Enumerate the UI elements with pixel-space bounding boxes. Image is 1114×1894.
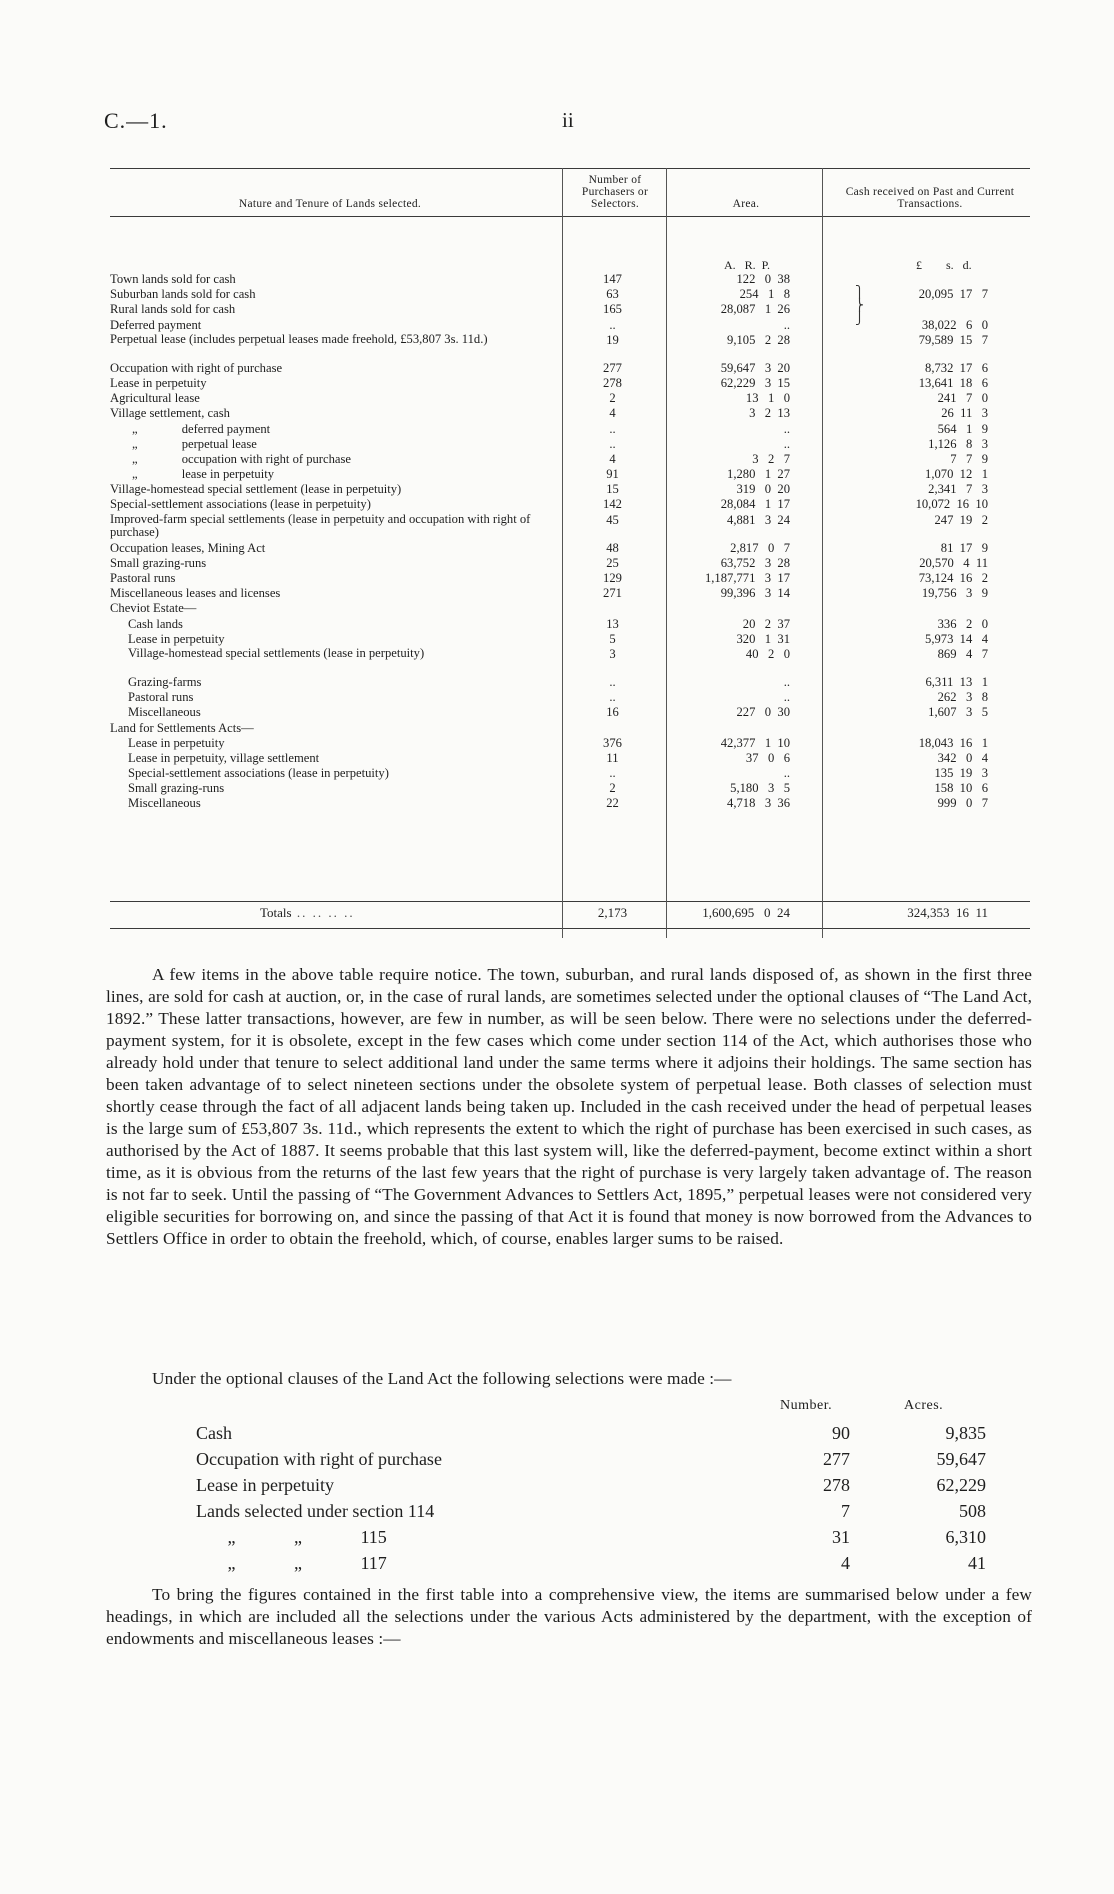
row-area: 4,881 3 24: [727, 512, 790, 527]
table-row: [110, 647, 1030, 675]
paragraph-optional-intro: Under the optional clauses of the Land Act the following selections were made :—: [152, 1369, 732, 1388]
table-row: [110, 467, 1030, 482]
table-row: [110, 513, 1030, 541]
table-row: [110, 318, 1030, 333]
row-nature: „ deferred payment: [110, 421, 271, 436]
row-cash: 73,124 16 2: [918, 571, 988, 585]
optional-number: 4: [841, 1553, 850, 1573]
row-nature: Deferred payment: [110, 317, 202, 332]
row-nature: Lease in perpetuity: [110, 375, 207, 390]
row-nature: Land for Settlements Acts—: [110, 720, 254, 735]
table-row: [110, 452, 1030, 467]
row-area: ..: [783, 674, 790, 689]
row-cash: 13,641 18 6: [918, 375, 988, 390]
row-nature: Village-homestead special settlements (lease in perpetuity): [128, 646, 425, 660]
row-nature: Cheviot Estate—: [110, 601, 197, 616]
optional-label: „ „ 117: [196, 1553, 387, 1573]
row-area: 319 0 20: [736, 482, 790, 497]
optional-number: 7: [841, 1501, 850, 1521]
row-number: ..: [609, 674, 616, 689]
row-number: 129: [603, 571, 622, 585]
row-cash: 1,126 8 3: [928, 436, 988, 451]
row-number: 4: [609, 451, 616, 466]
optional-label: Lands selected under section 114: [196, 1501, 435, 1521]
row-area: 122 0 38: [736, 272, 790, 286]
table-row: [110, 571, 1030, 586]
optional-number: 277: [823, 1449, 850, 1469]
row-cash: 5,973 14 4: [925, 631, 988, 646]
table-row: [110, 617, 1030, 632]
row-area: ..: [783, 421, 790, 436]
row-cash: 38,022 6 0: [921, 317, 988, 332]
optional-header-number: Number.: [780, 1398, 833, 1413]
table-row: [110, 632, 1030, 647]
row-cash: 1,607 3 5: [928, 705, 988, 720]
row-cash: 19,756 3 9: [921, 586, 988, 601]
row-number: 25: [606, 555, 619, 570]
page-number: ii: [562, 108, 574, 132]
area-units: A. R. P.: [724, 258, 771, 272]
header-nature: Nature and Tenure of Lands selected.: [238, 198, 422, 210]
row-nature: Special-settlement associations (lease in perpetuity): [128, 766, 389, 781]
row-number: 13: [606, 616, 619, 631]
row-cash: 1,070 12 1: [925, 467, 988, 482]
row-nature: Grazing-farms: [128, 674, 202, 689]
optional-label: Occupation with right of purchase: [196, 1449, 442, 1469]
row-nature: Miscellaneous leases and licenses: [110, 586, 281, 601]
optional-row: [196, 1498, 996, 1524]
row-area: 9,105 2 28: [727, 332, 790, 347]
table-row: [110, 391, 1030, 406]
table-bottom-rule: [110, 928, 1030, 929]
row-number: 15: [606, 482, 619, 497]
optional-label: Cash: [196, 1423, 232, 1443]
optional-label: Lease in perpetuity: [196, 1475, 334, 1495]
row-number: 142: [603, 497, 622, 512]
optional-acres: 59,647: [936, 1449, 986, 1469]
row-nature: Lease in perpetuity: [128, 735, 225, 750]
optional-row: [196, 1420, 996, 1446]
row-nature: Small grazing-runs: [110, 555, 207, 570]
header-area: Area.: [732, 198, 760, 210]
table-row: [110, 721, 1030, 736]
row-nature: Suburban lands sold for cash: [110, 287, 256, 302]
row-cash: 247 19 2: [934, 512, 988, 527]
table-row: [110, 376, 1030, 391]
row-cash: 2,341 7 3: [928, 482, 988, 497]
table-row: [110, 302, 1030, 317]
paragraph-notice: A few items in the above table require notice. The town, suburban, and rural lands disposed of, as shown in the first three lines, are sold for cash at auction, or, in the case of rural lands, are sometimes selected under the optional clauses of “The Land Act, 1892.” These latter transactions, however, are few in number, as will be seen below. There were no selections under the deferred-payment system, for it is obsolete, except in the few cases which come under section 114 of the Act, which authorises those who already hold under that tenure to select additional land under the same terms where it adjoins their holdings. The same section has been taken advantage of to select nineteen sections under the obsolete system of perpetual lease. Both classes of selection must shortly cease through the fact of all adjacent lands being taken up. Included in the cash received under the head of perpetual leases is the large sum of £53,807 3s. 11d., which represents the extent to which the right of purchase has been exercised in such cases, as authorised by the Act of 1887. It seems probable that this last system will, like the deferred-payment, become extinct within a short time, as it is obvious from the returns of the last few years that the right of purchase is very largely taken advantage of. The reason is not far to seek. Until the passing of “The Government Advances to Settlers Act, 1895,” perpetual leases were not considered very eligible securities for borrowing on, and since the passing of that Act it is found that money is now borrowed from the Advances to Settlers Office in order to obtain the freehold, which, of course, enables larger sums to be raised.: [106, 965, 1032, 1248]
row-area: 42,377 1 10: [720, 735, 790, 750]
row-area: ..: [783, 436, 790, 451]
table-row: [110, 497, 1030, 512]
row-area: 254 1 8: [739, 287, 790, 302]
table-totals-rule: [110, 901, 1030, 902]
optional-label: „ „ 115: [196, 1527, 387, 1547]
bracket-mark: ⎫ ⎬ ⎭: [855, 285, 864, 325]
row-cash: 342 0 4: [937, 750, 988, 765]
row-number: ..: [609, 421, 616, 436]
row-cash: 6,311 13 1: [925, 674, 988, 689]
header-number: Number of Purchasers or Selectors.: [581, 174, 649, 210]
table-row: [110, 437, 1030, 452]
row-number: 277: [603, 360, 622, 375]
row-cash: 18,043 16 1: [918, 735, 988, 750]
row-cash: 10,072 16 10: [915, 497, 988, 512]
header-cash: Cash received on Past and Current Transactions.: [845, 186, 1015, 210]
row-area: 63,752 3 28: [720, 555, 790, 570]
table-row: [110, 705, 1030, 720]
row-area: ..: [783, 317, 790, 332]
row-nature: Miscellaneous: [128, 796, 201, 811]
row-nature: Occupation with right of purchase: [110, 360, 283, 375]
row-cash: 135 19 3: [934, 766, 988, 781]
row-number: 3: [609, 646, 616, 661]
totals-row: [110, 904, 1030, 922]
row-area: 1,187,771 3 17: [704, 571, 790, 585]
row-cash: 564 1 9: [937, 421, 988, 436]
table-row: [110, 272, 1030, 287]
table-row: [110, 796, 1030, 811]
table-row: [110, 541, 1030, 556]
row-area: 20 2 37: [742, 616, 790, 631]
row-number: 165: [603, 302, 622, 317]
row-number: 22: [606, 796, 619, 811]
row-number: 2: [609, 781, 616, 796]
row-number: ..: [609, 766, 616, 781]
row-nature: Pastoral runs: [128, 690, 194, 705]
row-number: 91: [606, 467, 619, 482]
row-number: ..: [609, 436, 616, 451]
table-row: [110, 766, 1030, 781]
totals-label: Totals .. .. .. ..: [260, 905, 355, 920]
table-top-rule: [110, 168, 1030, 169]
optional-acres: 41: [968, 1553, 986, 1573]
row-number: 147: [603, 272, 622, 286]
row-area: 1,280 1 27: [727, 467, 790, 482]
table-row: [110, 601, 1030, 616]
table-row: [110, 751, 1030, 766]
row-nature: Cash lands: [128, 616, 183, 631]
table-row: [110, 586, 1030, 601]
row-nature: Rural lands sold for cash: [110, 302, 236, 317]
row-nature: Improved-farm special settlements (lease in perpetuity and occupation with right of purchase): [110, 512, 531, 539]
optional-number: 90: [832, 1423, 850, 1443]
row-area: 40 2 0: [745, 646, 790, 661]
row-nature: Special-settlement associations (lease in perpetuity): [110, 497, 371, 512]
row-area: 5,180 3 5: [730, 781, 790, 796]
row-number: 5: [609, 631, 616, 646]
table-row: [110, 675, 1030, 690]
optional-acres: 9,835: [945, 1423, 986, 1443]
row-number: ..: [609, 690, 616, 705]
row-area: 28,084 1 17: [720, 497, 790, 512]
row-nature: Lease in perpetuity, village settlement: [128, 750, 320, 765]
row-nature: Village-homestead special settlement (lease in perpetuity): [110, 482, 402, 497]
row-cash: 26 11 3: [941, 406, 988, 421]
row-cash: 999 0 7: [937, 796, 988, 811]
row-cash: 7 7 9: [950, 451, 988, 466]
table-row: [110, 422, 1030, 437]
optional-acres: 6,310: [945, 1527, 986, 1547]
row-number: 2: [609, 391, 616, 406]
table-row: [110, 781, 1030, 796]
optional-acres: 62,229: [936, 1475, 986, 1495]
totals-area: 1,600,695 0 24: [702, 905, 790, 920]
optional-row: [196, 1524, 996, 1550]
row-area: 62,229 3 15: [720, 375, 790, 390]
row-area: 99,396 3 14: [720, 586, 790, 601]
optional-header-acres: Acres.: [904, 1398, 944, 1413]
lands-table: [110, 168, 1030, 946]
row-nature: Perpetual lease (includes perpetual leases made freehold, £53,807 3s. 11d.): [110, 332, 488, 346]
row-number: 278: [603, 375, 622, 390]
row-nature: Small grazing-runs: [128, 781, 225, 796]
table-row: [110, 287, 1030, 302]
row-nature: „ occupation with right of purchase: [110, 451, 351, 466]
table-row: [110, 556, 1030, 571]
row-cash: 241 7 0: [937, 391, 988, 406]
row-nature: Village settlement, cash: [110, 406, 230, 421]
row-nature: „ perpetual lease: [110, 436, 257, 451]
paragraph-summary-intro: To bring the figures contained in the first table into a comprehensive view, the items are summarised below under a few headings, in which are included all the selections under the various Acts administered by the department, with the exception of endowments and miscellaneous leases :—: [106, 1585, 1032, 1648]
table-row: [110, 736, 1030, 751]
table-header-rule: [110, 216, 1030, 217]
table-row: [110, 690, 1030, 705]
table-body: [110, 272, 1030, 812]
table-row: [110, 406, 1030, 421]
totals-number: 2,173: [597, 905, 628, 920]
row-number: 11: [606, 750, 619, 765]
optional-row: [196, 1472, 996, 1498]
optional-acres: 508: [959, 1501, 986, 1521]
table-row: [110, 361, 1030, 376]
table-row: [110, 482, 1030, 497]
row-nature: Lease in perpetuity: [128, 631, 225, 646]
row-nature: Miscellaneous: [128, 705, 201, 720]
row-area: 37 0 6: [745, 750, 790, 765]
row-number: 63: [606, 287, 619, 302]
row-cash: 20,570 4 11: [919, 555, 988, 570]
page-reference: C.—1.: [104, 108, 168, 133]
optional-number: 278: [823, 1475, 850, 1495]
row-number: ..: [609, 317, 616, 332]
totals-cash: 324,353 16 11: [907, 905, 988, 920]
row-number: 376: [603, 735, 622, 750]
row-cash: 158 10 6: [934, 781, 988, 796]
row-area: 3 2 7: [752, 451, 790, 466]
row-cash: 79,589 15 7: [918, 332, 988, 347]
row-number: 48: [606, 540, 619, 555]
row-area: 28,087 1 26: [720, 302, 790, 317]
row-nature: Town lands sold for cash: [110, 272, 236, 286]
row-nature: Pastoral runs: [110, 571, 176, 585]
row-area: ..: [783, 766, 790, 781]
row-nature: „ lease in perpetuity: [110, 467, 275, 482]
optional-number: 31: [832, 1527, 850, 1547]
row-area: 2,817 0 7: [730, 540, 790, 555]
cash-units: £ s. d.: [916, 258, 972, 272]
row-number: 19: [606, 332, 619, 347]
row-area: 59,647 3 20: [720, 360, 790, 375]
row-number: 4: [609, 406, 616, 421]
row-cash: 8,732 17 6: [925, 360, 988, 375]
row-number: 45: [606, 512, 619, 527]
optional-row: [196, 1446, 996, 1472]
row-area: 4,718 3 36: [727, 796, 790, 811]
row-cash: 262 3 8: [937, 690, 988, 705]
optional-row: [196, 1550, 996, 1576]
row-cash: 20,095 17 7: [918, 287, 988, 302]
row-area: 227 0 30: [736, 705, 790, 720]
row-area: ..: [783, 690, 790, 705]
table-row: [110, 333, 1030, 361]
row-area: 3 2 13: [749, 406, 790, 421]
row-cash: 81 17 9: [940, 540, 988, 555]
row-area: 320 1 31: [736, 631, 790, 646]
row-cash: 336 2 0: [937, 616, 988, 631]
row-nature: Occupation leases, Mining Act: [110, 540, 266, 555]
row-number: 271: [603, 586, 622, 601]
row-number: 16: [606, 705, 619, 720]
row-nature: Agricultural lease: [110, 391, 200, 406]
row-area: 13 1 0: [745, 391, 790, 406]
row-cash: 869 4 7: [937, 646, 988, 661]
